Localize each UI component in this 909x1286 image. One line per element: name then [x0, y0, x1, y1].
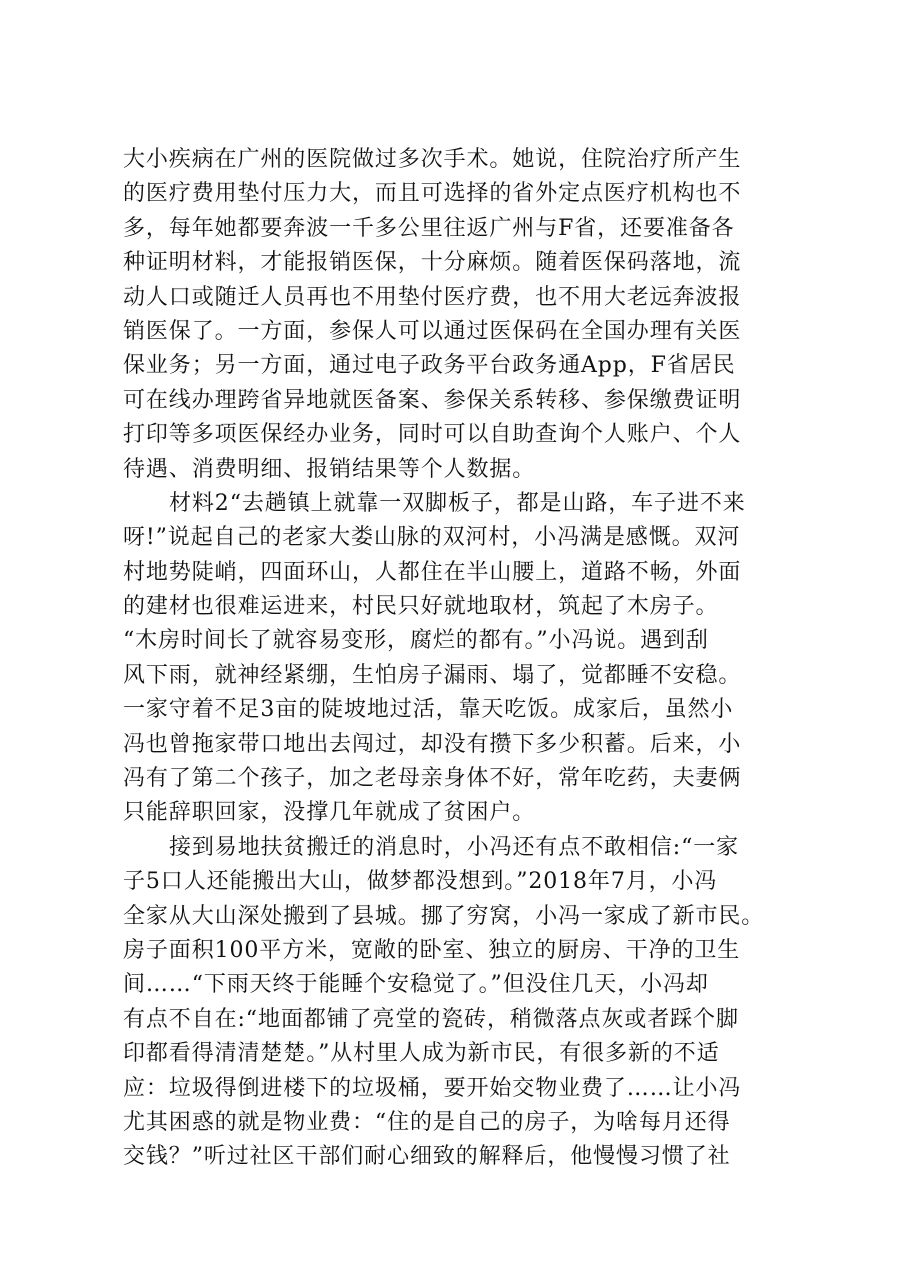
text-line: 只能辞职回家，没撑几年就成了贫困户。	[123, 800, 536, 826]
text-line: 大小疾病在广州的医院做过多次手术。她说，住院治疗所产生	[123, 147, 742, 172]
text-line: 呀!”说起自己的老家大娄山脉的双河村，小冯满是感慨。双河	[123, 525, 741, 551]
text-line: 冯有了第二个孩子，加之老母亲身体不好，常年吃药，夫妻俩	[123, 766, 742, 792]
text-line: 子5口人还能搬出大山，做梦都没想到。”2018年7月，小冯	[123, 869, 718, 895]
text-line: 风下雨，就神经紧绷，生怕房子漏雨、塌了，觉都睡不安稳。	[123, 662, 742, 688]
text-line: 保业务；另一方面，通过电子政务平台政务通App，F省居民	[123, 353, 736, 379]
text-line: 印都看得清清楚楚。”从村里人成为新市民，有很多新的不适	[123, 1041, 720, 1067]
text-line: 的医疗费用垫付压力大，而且可选择的省外定点医疗机构也不	[123, 181, 742, 207]
text-line: 一家守着不足3亩的陡坡地过活，靠天吃饭。成家后，虽然小	[123, 697, 734, 723]
text-line: 全家从大山深处搬到了县城。挪了穷窝，小冯一家成了新市民。	[123, 903, 765, 929]
text-line: 待遇、消费明细、报销结果等个人数据。	[123, 456, 536, 482]
text-line: 房子面积100平方米，宽敞的卧室、独立的厨房、干净的卫生	[123, 937, 741, 963]
text-line: 村地势陡峭，四面环山，人都住在半山腰上，道路不畅，外面	[123, 559, 742, 585]
text-line: 动人口或随迁人员再也不用垫付医疗费，也不用大老远奔波报	[123, 284, 742, 310]
text-line: “木房时间长了就容易变形，腐烂的都有。”小冯说。遇到刮	[123, 628, 709, 654]
text-line: 有点不自在:“地面都铺了亮堂的瓷砖，稍微落点灰或者踩个脚	[123, 1006, 739, 1032]
text-line: 种证明材料，才能报销医保，十分麻烦。随着医保码落地，流	[123, 250, 742, 276]
paragraph	[123, 487, 798, 831]
text-line: 应：垃圾得倒进楼下的垃圾桶，要开始交物业费了……让小冯	[123, 1075, 742, 1101]
paragraph	[123, 143, 798, 487]
text-line: 尤其困惑的就是物业费：“住的是自己的房子，为啥每月还得	[123, 1109, 731, 1135]
text-line: 材料2“去趟镇上就靠一双脚板子，都是山路，车子进不来	[169, 490, 746, 516]
text-line: 交钱？”听过社区干部们耐心细致的解释后，他慢慢习惯了社	[123, 1144, 731, 1170]
text-line: 多，每年她都要奔波一千多公里往返广州与F省，还要准备各	[123, 215, 735, 241]
text-line: 冯也曾拖家带口地出去闯过，却没有攒下多少积蓄。后来，小	[123, 731, 742, 757]
text-line: 可在线办理跨省异地就医备案、参保关系转移、参保缴费证明	[123, 387, 742, 413]
text-line: 接到易地扶贫搬迁的消息时，小冯还有点不敢相信:“一家	[169, 834, 740, 860]
document-page	[123, 143, 798, 1175]
paragraph	[123, 831, 798, 1175]
text-line: 打印等多项医保经办业务，同时可以自助查询个人账户、个人	[123, 422, 742, 448]
text-line: 间……“下雨天终于能睡个安稳觉了。”但没住几天，小冯却	[123, 972, 709, 998]
text-line: 销医保了。一方面，参保人可以通过医保码在全国办理有关医	[123, 318, 742, 344]
text-line: 的建材也很难运进来，村民只好就地取材，筑起了木房子。	[123, 594, 719, 620]
